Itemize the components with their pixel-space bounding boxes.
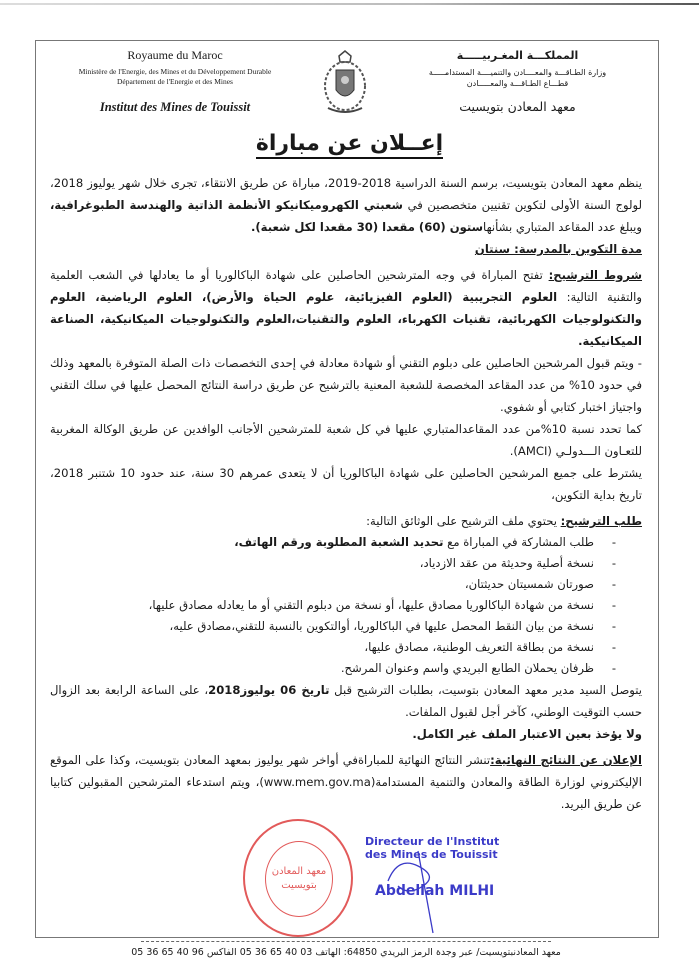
fr-department-name: Département de l'Energie et des Mines — [117, 77, 233, 86]
warning-text: ولا يؤخذ بعين الاعتبار الملف غير الكامل. — [412, 727, 642, 741]
list-item: - نسخة من شهادة الباكالوريا مصادق عليها، أو نسخة من دبلوم التقني أو ما يعادله مصادق عليها، — [50, 595, 616, 616]
list-item — [50, 532, 616, 553]
item-text: طلب المشاركة في المباراة مع — [443, 535, 594, 549]
footer-contact: معهد المعادنبتويسيت/ عبر وجدة الرمز البريدي 64850: الهاتف 03 40 65 36 05 الفاكس 96 40 65 36 05 — [131, 947, 561, 958]
deadline-text: يتوصل السيد مدير معهد المعادن بتوسيت، بطلبات الترشيح قبل — [329, 683, 643, 697]
announcement-body — [50, 172, 642, 815]
results-paragraph — [50, 749, 642, 815]
seats-count: ستون (60) مقعدا (30 مقعدا لكل شعبة). — [250, 220, 484, 234]
fr-institute: Institut des Mines de Touissit — [99, 100, 251, 114]
signature-title-2: des Mines de Touissit — [365, 848, 498, 861]
fr-header — [40, 48, 310, 115]
institute-stamp — [243, 819, 353, 937]
technicians-paragraph: - ويتم قبول المرشحين الحاصلين على دبلوم التقني أو شهادة معادلة في إحدى التخصصات ذات الصلة المتوفرة بالمعهد وذلك في حدود 10% من عدد المقاعد المخصصة للشعبة المعنية بالترشيح عن طريق دراسة النتائج المحصل عليها في سلك التقني واجتياز اختبار كتابي أو شفوي. — [50, 356, 643, 414]
application-heading: طلب الترشيح: — [560, 514, 642, 528]
conditions-heading: شروط الترشيح: — [548, 268, 643, 282]
ar-ministry — [429, 67, 606, 89]
item-bold-text: تحديد الشعبة المطلوبة ورقم الهاتف، — [234, 535, 444, 549]
list-item: - ظرفان يحملان الطابع البريدي واسم وعنوان المرشح. — [50, 658, 616, 679]
ar-header — [380, 48, 655, 115]
results-heading: الإعلان عن النتائج النهائية: — [490, 753, 642, 767]
ar-institute: معهد المعادن بتويسيت — [459, 99, 576, 114]
ar-sector-name: قطـــاع الطـاقـــة والمعـــــادن — [466, 79, 569, 88]
list-item: - صورتان شمسيتان حديثتان، — [50, 574, 616, 595]
intro-text: ينظم معهد المعادن بتويسيت، برسم السنة الدراسية 2018-2019، مباراة عن طريق الانتقاء، تجرى خلال شهر يوليوز 2018، لولوج السنة الأولى لتكوين تقنيين متخصصين في — [50, 176, 643, 212]
page-title — [0, 130, 699, 158]
director-signature — [365, 835, 499, 899]
fr-ministry-name: Ministère de l'Energie, des Mines et du Développement Durable — [78, 67, 272, 76]
list-item: - نسخة من بطاقة التعريف الوطنية، مصادق عليها، — [50, 637, 616, 658]
list-item: - نسخة أصلية وحديثة من عقد الازدياد، — [50, 553, 616, 574]
deadline-paragraph — [50, 679, 642, 723]
scan-edge — [0, 3, 699, 5]
fr-ministry — [79, 67, 272, 87]
signature-title-1: Directeur de l'Institut — [365, 835, 500, 848]
documents-list — [50, 532, 642, 679]
signature-area — [50, 819, 642, 937]
eligible-streams: العلوم التجريبية (العلوم الفيزيائية، علوم الحياة والأرض)، العلوم الرياضية، العلوم والتكنولوجيات الكهربائية، تقنيات الكهرباء، العلوم والتقنيات،العلوم والتكنولوجيات الميكانيكية، الصناعة الميكانيكية. — [50, 290, 642, 348]
application-heading-line — [50, 510, 642, 532]
ar-ministry-name: وزارة الطـاقـــة والمعــــادن والتنميــــة المستدامـــــة — [428, 68, 607, 77]
foreigners-paragraph: كما تحدد نسبة 10%من عدد المقاعدالمتباري عليها في كل شعبة للمترشحين الأجانب الوافدين عن طريق الوكالة المغربية للتعـاون الـــدولـي (AMCI). — [50, 422, 642, 458]
seats-label: ويبلغ عدد المقاعد المتباري بشأنها — [483, 220, 642, 234]
results-text: تنشر النتائج النهائية للمباراةفي أواخر شهر يوليوز بمعهد المعادن بتويسيت، وكذا على الموقع الإليكتروني لوزارة الطاقة والمعادن والتنمية المستدامة(www.mem.gov.ma)، ويتم استدعاء المترشحين المقبولين كتابيا عن طريق البريد. — [50, 753, 642, 811]
fr-kingdom: Royaume du Maroc — [127, 48, 223, 62]
programs-text: شعبتي الكهروميكانيكو الأنظمة الذاتية والهندسة الطبوغرافية، — [50, 198, 403, 212]
list-item: - نسخة من بيان النقط المحصل عليها في الباكالوريا، أوالتكوين بالنسبة للتقني،مصادق عليه، — [50, 616, 616, 637]
application-intro: يحتوي ملف الترشيح على الوثائق التالية: — [366, 514, 561, 528]
deadline-date: تاريخ 06 يوليوز2018 — [208, 683, 330, 697]
stamp-center: معهد المعادن بتويسيت — [265, 841, 333, 917]
main-content — [50, 172, 642, 959]
conditions-text: تفتح المباراة في وجه المترشحين الحاصلين على شهادة الباكالوريا أو ما يعادلها في الشعب العلمية والتقنية التالية: — [50, 268, 642, 304]
incomplete-warning — [50, 723, 642, 745]
training-duration: مدة التكوين بالمدرسة: سنتان — [474, 242, 642, 256]
title-text: إعــلان عن مباراة — [256, 131, 443, 159]
age-paragraph: يشترط على جميع المرشحين الحاصلين على شهادة الباكالوريا أن لا يتعدى عمرهم 30 سنة، عند حدود 10 شتنبر 2018، تاريخ بداية التكوين، — [50, 466, 642, 502]
deadline-time: ، على الساعة الرابعة بعد الزوال حسب التوقيت الوطني، كآخر أجل لقبول الملفات. — [50, 683, 642, 719]
intro-paragraph — [50, 172, 642, 238]
footer-divider — [141, 941, 551, 942]
signature-name: Abdellah MILHI — [375, 883, 495, 899]
ar-kingdom: المملكـــة المغـربيـــــة — [456, 49, 579, 62]
conditions-paragraph — [50, 264, 642, 352]
moroccan-coat-of-arms-icon — [322, 50, 368, 116]
